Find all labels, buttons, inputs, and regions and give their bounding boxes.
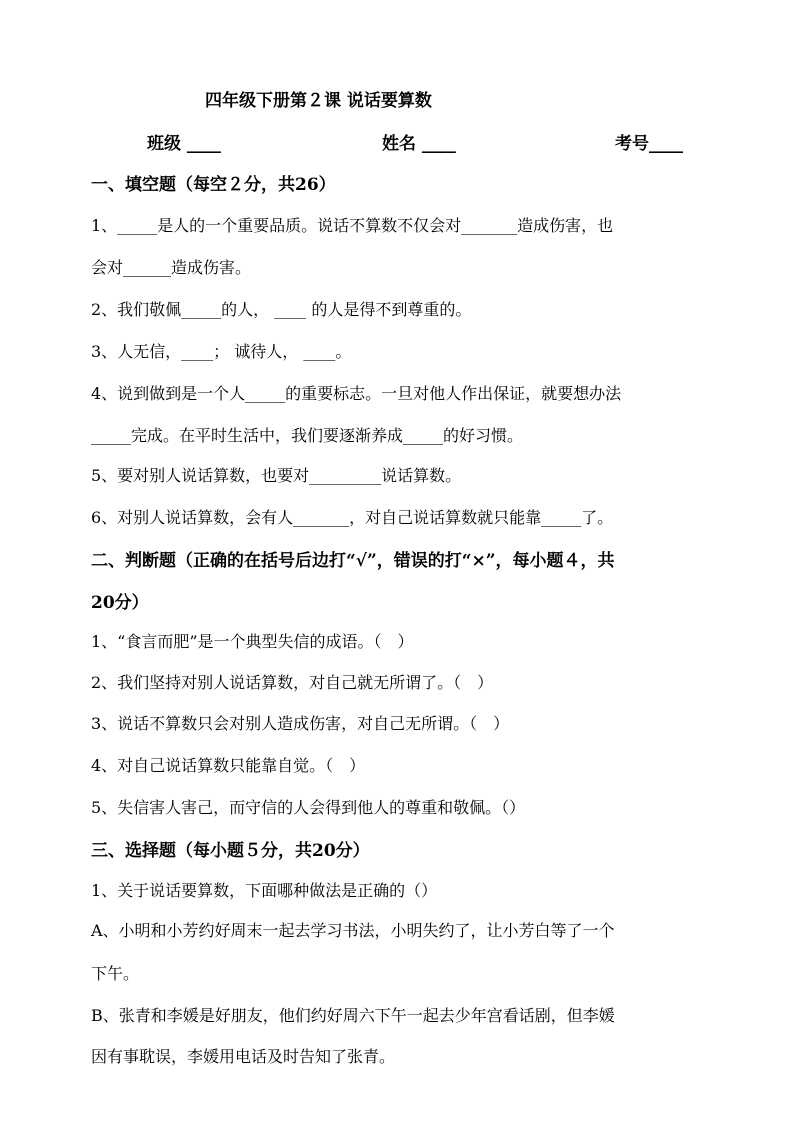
fill-question-line: 2、我们敬佩_____的人， ____ 的人是得不到尊重的。: [91, 300, 472, 319]
judge-question-line: 2、我们坚持对别人说话算数，对自己就无所谓了。（ ）: [91, 673, 494, 692]
page-title: 四年级下册第２课 说话要算数: [205, 91, 432, 111]
fill-question-line: 3、人无信，____； 诚待人， ____。: [91, 342, 352, 361]
choice-option-line: B、张青和李媛是好朋友，他们约好周六下午一起去少年宫看话剧，但李媛: [91, 1006, 615, 1025]
class-field-label: 班级 ____: [147, 134, 221, 154]
fill-question-line: 4、说到做到是一个人_____的重要标志。一旦对他人作出保证，就要想办法: [91, 384, 622, 403]
judge-question-line: 1、“食言而肥”是一个典型失信的成语。（ ）: [91, 632, 414, 651]
choice-question-line: 1、关于说话要算数，下面哪种做法是正确的（）: [91, 881, 438, 900]
fill-question-line: 5、要对别人说话算数，也要对_________说话算数。: [91, 466, 462, 485]
fill-question-line: 6、对别人说话算数，会有人_______，对自己说话算数就只能靠_____了。: [91, 508, 614, 527]
fill-question-line: _____完成。在平时生活中，我们要逐渐养成_____的好习惯。: [91, 426, 524, 445]
number-field-label: 考号____: [615, 134, 683, 154]
fill-section-heading: 一、填空题（每空２分，共26）: [91, 175, 336, 195]
judge-section-heading: 二、判断题（正确的在括号后边打“√”，错误的打“×”，每小题４，共: [91, 551, 615, 571]
judge-question-line: 4、对自己说话算数只能靠自觉。（ ）: [91, 756, 366, 775]
choice-option-line: 因有事耽误，李媛用电话及时告知了张青。: [91, 1047, 396, 1066]
judge-section-heading-cont: 20分）: [91, 593, 149, 613]
choice-section-heading: 三、选择题（每小题５分，共20分）: [91, 841, 370, 861]
name-field-label: 姓名 ____: [382, 134, 456, 154]
judge-question-line: 3、说话不算数只会对别人造成伤害，对自己无所谓。（ ）: [91, 714, 510, 733]
choice-option-line: A、小明和小芳约好周末一起去学习书法，小明失约了，让小芳白等了一个: [91, 921, 615, 940]
fill-question-line: 1、_____是人的一个重要品质。说话不算数不仅会对_______造成伤害，也: [91, 216, 614, 235]
fill-question-line: 会对______造成伤害。: [91, 258, 252, 277]
choice-option-line: 下午。: [91, 964, 140, 983]
judge-question-line: 5、失信害人害己，而守信的人会得到他人的尊重和敬佩。（）: [91, 798, 526, 817]
